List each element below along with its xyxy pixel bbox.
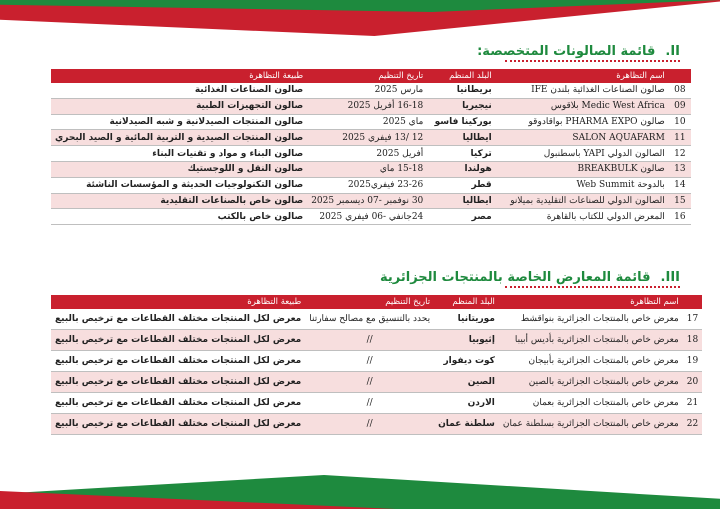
header-number bbox=[669, 69, 691, 83]
row-number: 14 bbox=[669, 177, 691, 193]
type-cell: صالون الصناعات الغذائية bbox=[51, 83, 307, 98]
date-cell: 23-26 فيفري2025 bbox=[307, 177, 427, 193]
date-cell: // bbox=[305, 414, 434, 435]
country-cell: سلطنة عمان bbox=[434, 414, 499, 435]
date-cell: // bbox=[305, 393, 434, 414]
date-cell: 15-18 ماي bbox=[307, 161, 427, 177]
table-row bbox=[51, 161, 691, 177]
salons-table bbox=[51, 69, 691, 225]
type-cell: معرض لكل المنتجات مختلف القطاعات مع ترخيص بالبيع bbox=[51, 351, 305, 372]
country-cell: تركيا bbox=[427, 146, 495, 162]
table-row bbox=[51, 130, 691, 146]
header-country: البلد المنظم bbox=[427, 69, 495, 83]
event-name: معرض خاص بالمنتجات الجزائرية بعمان bbox=[499, 393, 683, 414]
event-name: معرض خاص بالمنتجات الجزائرية بنواقشط bbox=[499, 309, 683, 330]
date-cell: أفريل 2025 bbox=[307, 146, 427, 162]
header-type: طبيعة التظاهرة bbox=[51, 295, 305, 309]
section1-number: II. bbox=[665, 44, 680, 59]
date-cell: // bbox=[305, 330, 434, 351]
date-cell: 30 نوفمبر -07 ديسمبر 2025 bbox=[307, 193, 427, 209]
header-date: تاريخ التنظيم bbox=[305, 295, 434, 309]
event-name: معرض خاص بالمنتجات الجزائرية بأديس أبيبا bbox=[499, 330, 683, 351]
country-cell: كوت ديفوار bbox=[434, 351, 499, 372]
country-cell: نيجيريا bbox=[427, 98, 495, 114]
type-cell: صالون المنتجات الصيدلانية و شبه الصيدلانية bbox=[51, 114, 307, 130]
event-name: Medic West Africa بلاقوس bbox=[496, 98, 669, 114]
date-cell: 16-18 أفريل 2025 bbox=[307, 98, 427, 114]
table-row bbox=[51, 414, 702, 435]
row-number: 15 bbox=[669, 193, 691, 209]
event-name: معرض خاص بالمنتجات الجزائرية بالصين bbox=[499, 372, 683, 393]
type-cell: صالون المنتجات الصيدية و التربية المائية و الصيد البحري bbox=[51, 130, 307, 146]
row-number: 17 bbox=[683, 309, 702, 330]
header-country: البلد المنظم bbox=[434, 295, 499, 309]
type-cell: معرض لكل المنتجات مختلف القطاعات مع ترخيص بالبيع bbox=[51, 309, 305, 330]
date-cell: 24جانفي -06 فيفري 2025 bbox=[307, 209, 427, 225]
exhibitions-table bbox=[51, 295, 702, 435]
country-cell: بريطانيا bbox=[427, 83, 495, 98]
type-cell: معرض لكل المنتجات مختلف القطاعات مع ترخيص بالبيع bbox=[51, 330, 305, 351]
section1-heading bbox=[477, 44, 680, 62]
row-number: 11 bbox=[669, 130, 691, 146]
section2-title: قائمة المعارض الخاصة بالمنتجات الجزائرية bbox=[380, 270, 651, 285]
table-row bbox=[51, 146, 691, 162]
country-cell: موريتانيا bbox=[434, 309, 499, 330]
event-name: صالون PHARMA EXPO بواقادوقو bbox=[496, 114, 669, 130]
table-row bbox=[51, 83, 691, 98]
type-cell: صالون التجهيزات الطبية bbox=[51, 98, 307, 114]
header-event-name: اسم التظاهرة bbox=[496, 69, 669, 83]
event-name: الصالون الدولي للصناعات التقليدية بميلانو bbox=[496, 193, 669, 209]
table-row bbox=[51, 351, 702, 372]
table-row bbox=[51, 372, 702, 393]
date-cell: يحدد بالتنسيق مع مصالح سفارتنا bbox=[305, 309, 434, 330]
row-number: 16 bbox=[669, 209, 691, 225]
country-cell: مصر bbox=[427, 209, 495, 225]
country-cell: إثيوبيا bbox=[434, 330, 499, 351]
date-cell: مارس 2025 bbox=[307, 83, 427, 98]
type-cell: صالون خاص بالكتب bbox=[51, 209, 307, 225]
event-name: صالون الصناعات الغذائية بلندن IFE bbox=[496, 83, 669, 98]
event-name: المعرض الدولي للكتاب بالقاهرة bbox=[496, 209, 669, 225]
row-number: 13 bbox=[669, 161, 691, 177]
table-row bbox=[51, 309, 702, 330]
header-number bbox=[683, 295, 702, 309]
exhibitions-table-header bbox=[51, 295, 702, 309]
section2-heading bbox=[380, 270, 680, 288]
row-number: 21 bbox=[683, 393, 702, 414]
country-cell: ايطاليا bbox=[427, 193, 495, 209]
table-row bbox=[51, 98, 691, 114]
table-row bbox=[51, 193, 691, 209]
country-cell: هولندا bbox=[427, 161, 495, 177]
table-row bbox=[51, 393, 702, 414]
header-event-name: اسم التظاهرة bbox=[499, 295, 683, 309]
row-number: 08 bbox=[669, 83, 691, 98]
country-cell: الصين bbox=[434, 372, 499, 393]
section2-number: III. bbox=[660, 270, 680, 285]
type-cell: معرض لكل المنتجات مختلف القطاعات مع ترخيص بالبيع bbox=[51, 372, 305, 393]
type-cell: صالون النقل و اللوجستيك bbox=[51, 161, 307, 177]
type-cell: معرض لكل المنتجات مختلف القطاعات مع ترخيص بالبيع bbox=[51, 393, 305, 414]
header-type: طبيعة التظاهرة bbox=[51, 69, 307, 83]
country-cell: ايطاليا bbox=[427, 130, 495, 146]
type-cell: معرض لكل المنتجات مختلف القطاعات مع ترخيص بالبيع bbox=[51, 414, 305, 435]
event-name: صالون BREAKBULK bbox=[496, 161, 669, 177]
type-cell: صالون خاص بالصناعات التقليدية bbox=[51, 193, 307, 209]
row-number: 22 bbox=[683, 414, 702, 435]
row-number: 19 bbox=[683, 351, 702, 372]
country-cell: قطر bbox=[427, 177, 495, 193]
event-name: معرض خاص بالمنتجات الجزائرية بأبيجان bbox=[499, 351, 683, 372]
row-number: 20 bbox=[683, 372, 702, 393]
salons-table-header bbox=[51, 69, 691, 83]
section1-title: قائمة الصالونات المتخصصة: bbox=[477, 44, 656, 59]
table-row bbox=[51, 114, 691, 130]
event-name: بالدوحة Web Summit bbox=[496, 177, 669, 193]
table-row bbox=[51, 209, 691, 225]
row-number: 12 bbox=[669, 146, 691, 162]
date-cell: 12 /13 فيفري 2025 bbox=[307, 130, 427, 146]
date-cell: ماي 2025 bbox=[307, 114, 427, 130]
type-cell: صالون التكنولوجيات الحديثة و المؤسسات الناشئة bbox=[51, 177, 307, 193]
event-name: معرض خاص بالمنتجات الجزائرية بسلطنة عمان bbox=[499, 414, 683, 435]
row-number: 18 bbox=[683, 330, 702, 351]
row-number: 10 bbox=[669, 114, 691, 130]
event-name: الصالون الدولي YAPI باسطنبول bbox=[496, 146, 669, 162]
header-date: تاريخ التنظيم bbox=[307, 69, 427, 83]
type-cell: صالون البناء و مواد و تقنيات البناء bbox=[51, 146, 307, 162]
country-cell: الاردن bbox=[434, 393, 499, 414]
event-name: SALON AQUAFARM bbox=[496, 130, 669, 146]
table-row bbox=[51, 330, 702, 351]
table-row bbox=[51, 177, 691, 193]
row-number: 09 bbox=[669, 98, 691, 114]
date-cell: // bbox=[305, 372, 434, 393]
country-cell: بوركينا فاسو bbox=[427, 114, 495, 130]
date-cell: // bbox=[305, 351, 434, 372]
